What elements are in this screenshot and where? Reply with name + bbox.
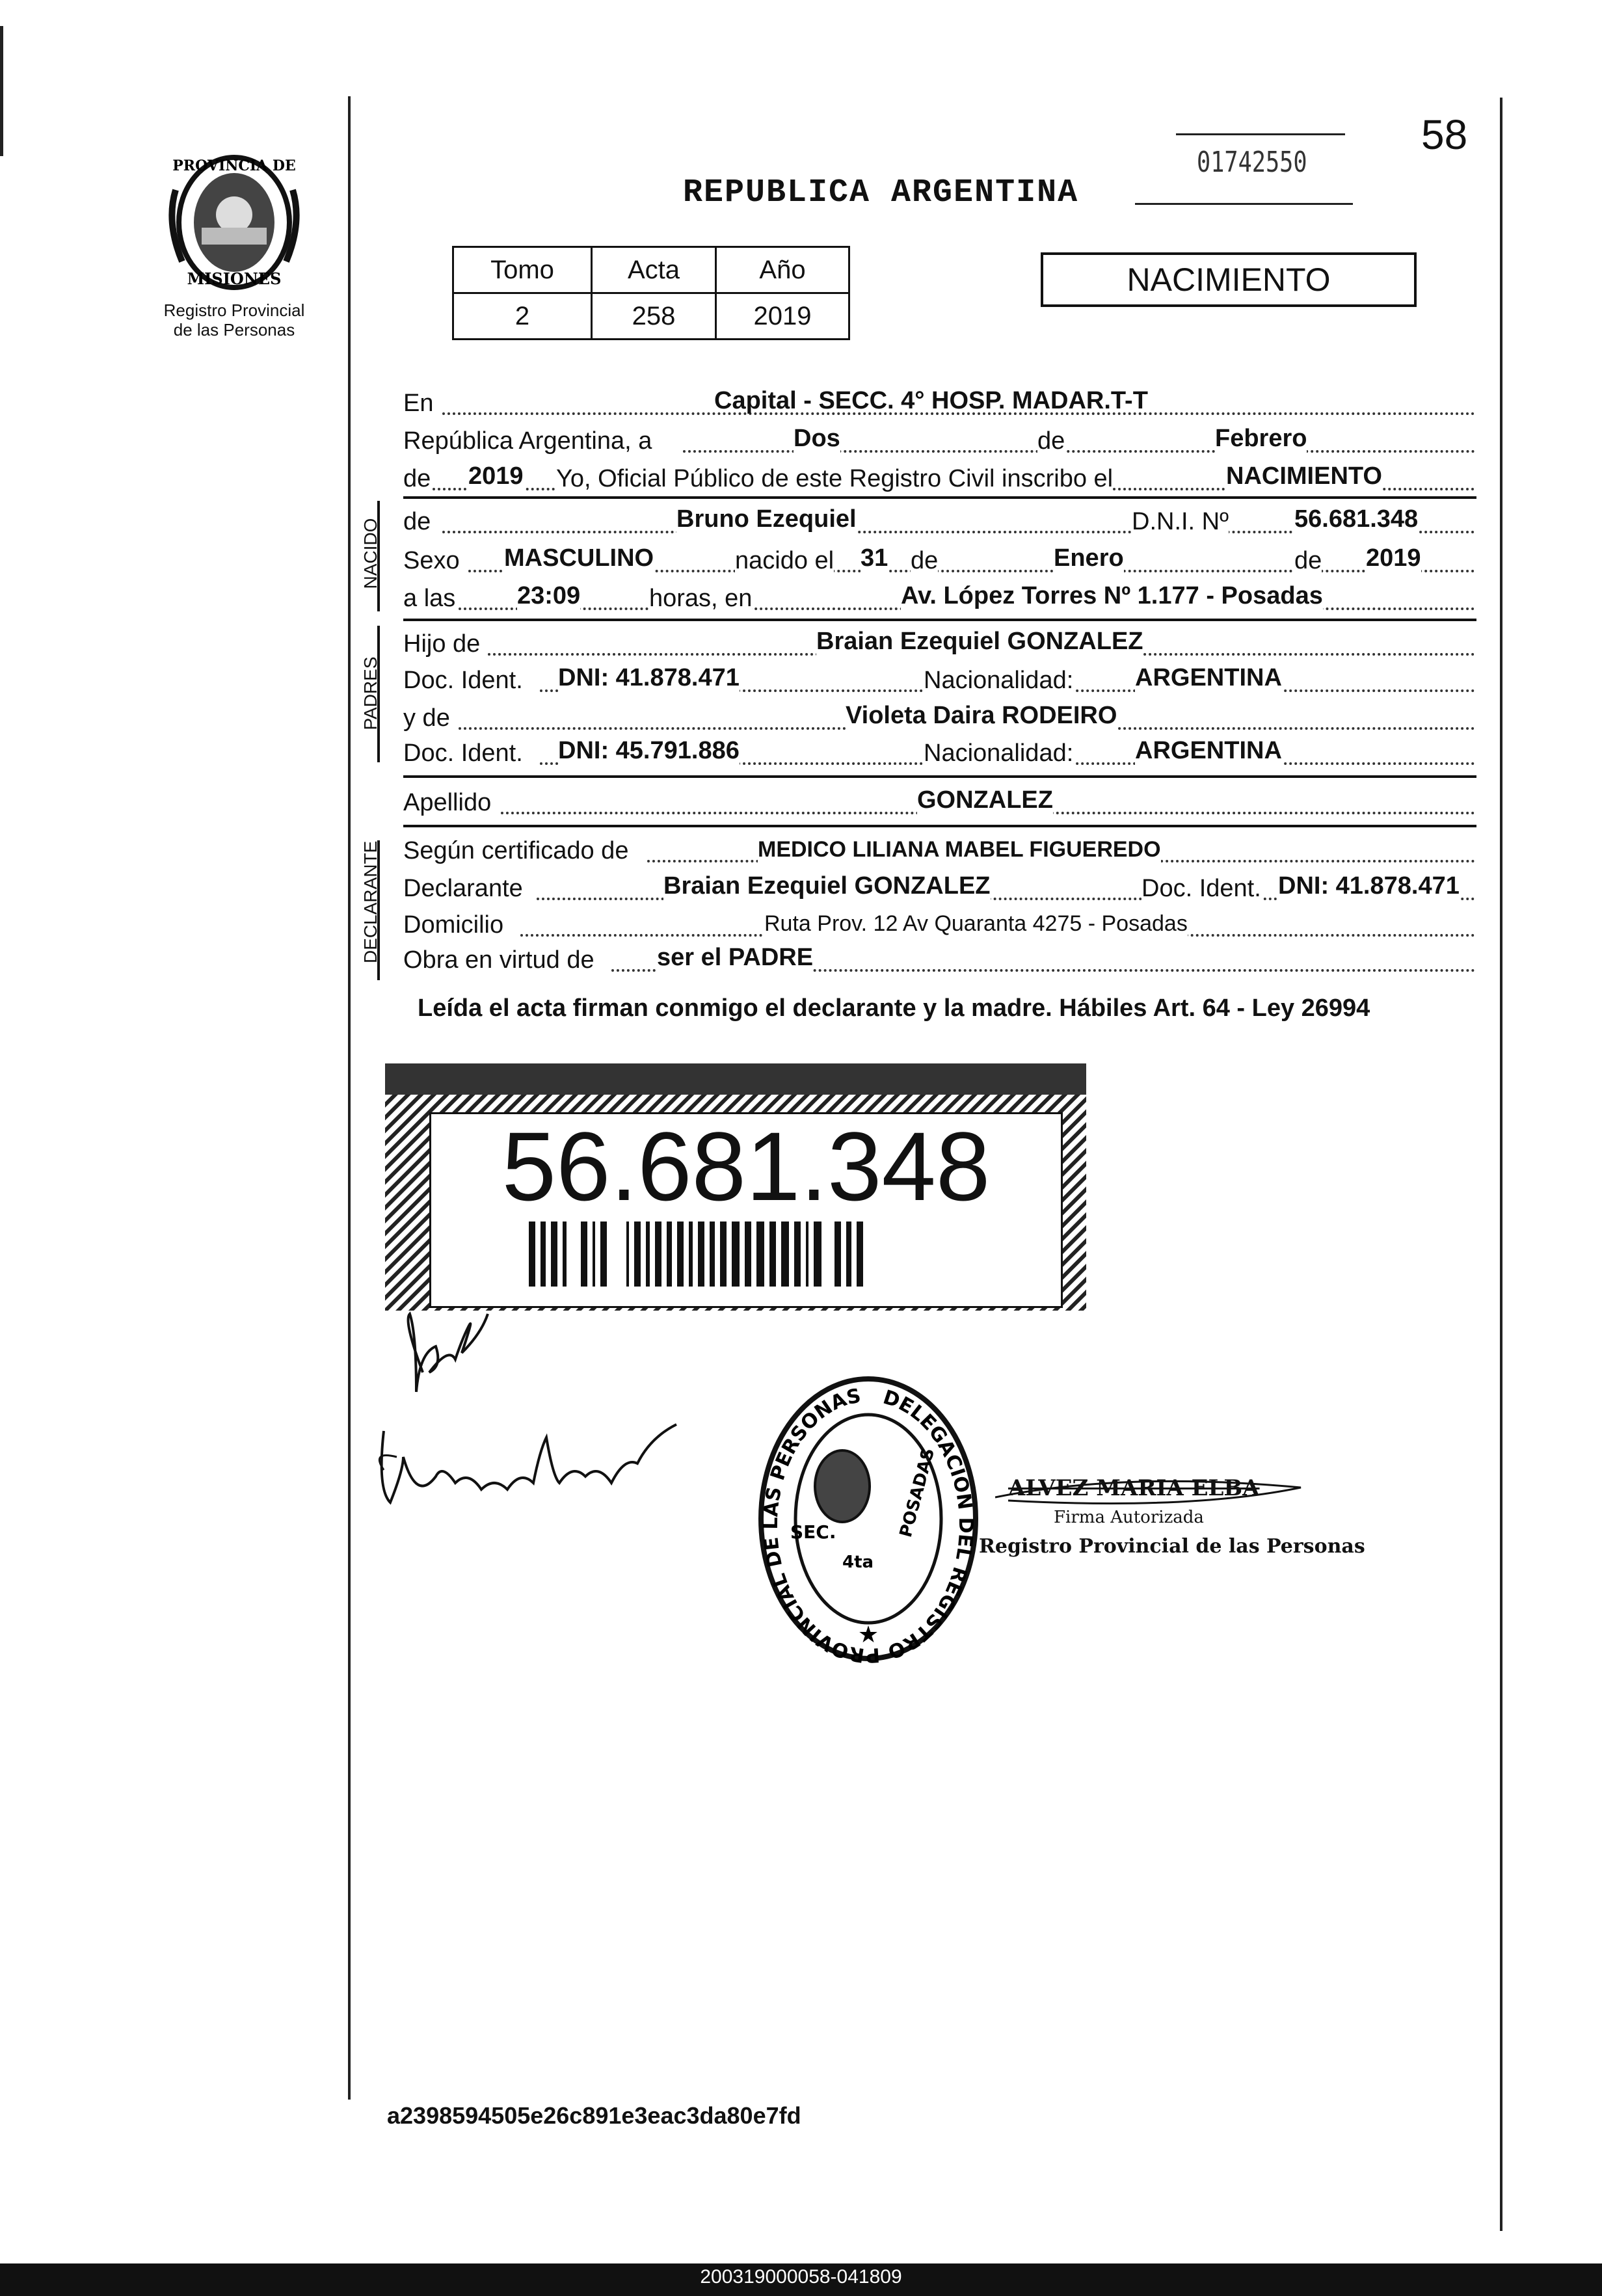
apellido-label: Apellido [403, 789, 492, 816]
stamp-star-icon: ★ [857, 1621, 879, 1648]
row-republica [403, 420, 1475, 459]
row-obra [403, 939, 1475, 978]
separator [403, 619, 1476, 621]
de-label: de [1037, 427, 1065, 455]
row-year [403, 458, 1475, 497]
page-number: 58 [1421, 111, 1468, 158]
row-apellido [403, 782, 1475, 821]
registry-line-1: Registro Provincial [163, 300, 305, 320]
row-en [403, 382, 1475, 421]
tomo-value: 2 [453, 293, 592, 340]
nac-label: Nacionalidad: [924, 667, 1074, 694]
father-doc: DNI: 41.878.471 [558, 664, 740, 691]
record-type: NACIMIENTO [1127, 261, 1331, 298]
stamp-posadas-text: POSADAS [896, 1446, 939, 1540]
child-name: Bruno Ezequiel [676, 505, 857, 533]
row-hora [403, 578, 1475, 617]
tomo-header: Tomo [453, 247, 592, 293]
y-de-label: y de [403, 704, 450, 732]
serial-overline [1176, 133, 1345, 135]
a-las-label: a las [403, 585, 456, 612]
right-margin-line [1500, 98, 1502, 2231]
de-label-2: de [403, 465, 431, 492]
month-value: Febrero [1215, 425, 1307, 452]
dni-sticker [429, 1112, 1063, 1308]
obra-label: Obra en virtud de [403, 946, 594, 974]
cert-value: MEDICO LILIANA MABEL FIGUEREDO [758, 837, 1161, 862]
mother-nationality: ARGENTINA [1135, 737, 1282, 764]
serial-number: 01742550 [1197, 146, 1307, 179]
row-father-doc [403, 660, 1475, 699]
seal-top-text: PROVINCIA DE [172, 157, 296, 174]
decl-value: Braian Ezequiel GONZALEZ [663, 872, 991, 900]
anio-value: 2019 [716, 293, 849, 340]
footer-code: 200319000058-041809 [700, 2266, 902, 2288]
misiones-seal-icon [163, 151, 306, 294]
separator [403, 496, 1476, 499]
row-father [403, 623, 1475, 662]
left-margin-line [348, 96, 351, 2100]
place-value: Capital - SECC. 4° HOSP. MADAR.T-T [714, 387, 1148, 414]
official-text: Yo, Oficial Público de este Registro Civil inscribo el [556, 465, 1114, 492]
stamp-ring-text: DELEGACION DEL REGISTRO PROVINCIAL DE LAS PERSONAS [759, 1384, 977, 1667]
declarante-label: DECLARANTE [360, 840, 380, 963]
birth-time: 23:09 [517, 582, 581, 609]
de-label: de [911, 547, 939, 574]
doc-label: Doc. Ident. [403, 667, 523, 694]
en-label: En [403, 390, 434, 417]
de-label-3: de [1294, 547, 1322, 574]
year-value: 2019 [468, 462, 524, 490]
anio-header: Año [716, 247, 849, 293]
doc-label: Doc. Ident. [1141, 875, 1261, 902]
doc-label: Doc. Ident. [403, 740, 523, 767]
official-stamp-icon [745, 1369, 992, 1668]
registry-label [117, 300, 351, 340]
cert-label: Según certificado de [403, 837, 629, 864]
obra-value: ser el PADRE [657, 944, 814, 971]
birth-place: Av. López Torres Nº 1.177 - Posadas [901, 582, 1323, 609]
hijo-label: Hijo de [403, 630, 481, 658]
record-type-box [1041, 252, 1417, 307]
birth-day: 31 [861, 544, 888, 572]
republic-label: República Argentina, a [403, 427, 652, 455]
row-domicilio [403, 904, 1475, 943]
horas-label: horas, en [649, 585, 753, 612]
acta-header: Acta [592, 247, 716, 293]
birth-month: Enero [1054, 544, 1124, 572]
registry-line-2: de las Personas [173, 320, 295, 340]
de-label: de [403, 508, 431, 535]
father-name: Braian Ezequiel GONZALEZ [816, 628, 1143, 655]
dom-label: Domicilio [403, 911, 504, 939]
nac-label: Nacionalidad: [924, 740, 1074, 767]
official-name: ALVEZ MARIA ELBA [1008, 1475, 1260, 1501]
book-table [452, 246, 850, 340]
nacido-el-label: nacido el [735, 547, 834, 574]
document-hash: a2398594505e26c891e3eac3da80e7fd [387, 2102, 801, 2129]
document-title: REPUBLICA ARGENTINA [683, 174, 1079, 211]
separator [403, 775, 1476, 778]
father-nationality: ARGENTINA [1135, 664, 1282, 691]
row-cert [403, 830, 1475, 869]
official-registry: Registro Provincial de las Personas [979, 1535, 1365, 1558]
edge-mark [0, 26, 3, 156]
stamp-4ta-text: 4ta [842, 1553, 874, 1572]
row-declarante [403, 868, 1475, 907]
dom-value: Ruta Prov. 12 Av Quaranta 4275 - Posadas [764, 911, 1188, 936]
act-value: NACIMIENTO [1226, 462, 1382, 490]
handwritten-signatures-icon [364, 1307, 754, 1555]
mother-doc: DNI: 45.791.886 [558, 737, 740, 764]
decl-doc: DNI: 41.878.471 [1278, 872, 1460, 900]
birth-year: 2019 [1366, 544, 1421, 572]
sexo-label: Sexo [403, 547, 460, 574]
separator [403, 825, 1476, 827]
row-nacido-name [403, 501, 1475, 540]
apellido-value: GONZALEZ [917, 786, 1053, 814]
decl-label: Declarante [403, 875, 523, 902]
dni-label: D.N.I. Nº [1132, 508, 1229, 535]
row-sexo [403, 540, 1475, 579]
dni-sticker-number: 56.681.348 [501, 1112, 991, 1221]
acta-value: 258 [592, 293, 716, 340]
closing-text: Leída el acta firman conmigo el declarante y la madre. Hábiles Art. 64 - Ley 26994 [418, 994, 1370, 1022]
padres-label: PADRES [360, 656, 380, 730]
stamp-sec-text: SEC. [790, 1521, 836, 1543]
row-mother-doc [403, 732, 1475, 771]
sexo-value: MASCULINO [504, 544, 654, 572]
day-value: Dos [794, 425, 840, 452]
seal-bottom-text: MISIONES [187, 269, 282, 288]
row-mother [403, 697, 1475, 736]
serial-underline [1135, 203, 1353, 205]
barcode-icon [529, 1221, 926, 1287]
mother-name: Violeta Daira RODEIRO [846, 702, 1117, 729]
child-dni: 56.681.348 [1294, 505, 1419, 533]
nacido-label: NACIDO [360, 518, 380, 589]
official-role: Firma Autorizada [1054, 1508, 1204, 1527]
